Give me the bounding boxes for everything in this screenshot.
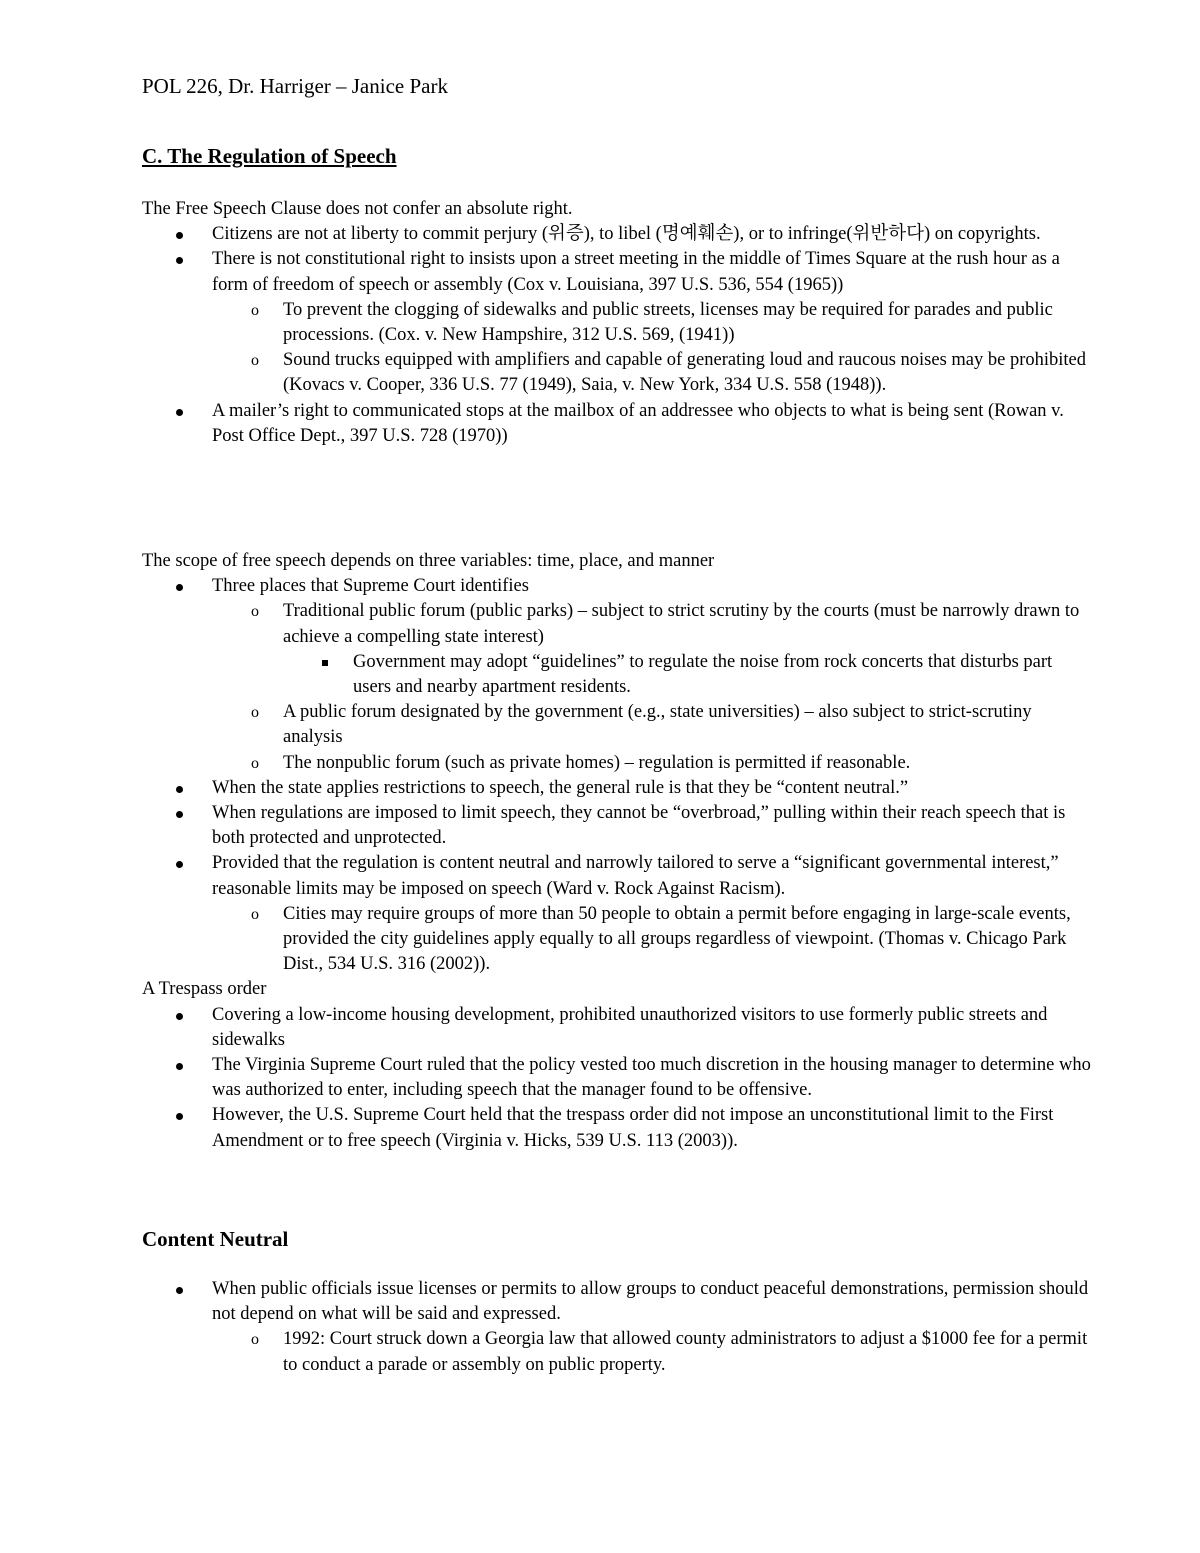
list-item xyxy=(142,1277,1092,1327)
sub-list-item xyxy=(142,1327,1092,1377)
list-item xyxy=(142,801,1092,851)
list-item xyxy=(142,776,1092,801)
list-item xyxy=(142,574,1092,599)
bullet-circle-icon: o xyxy=(251,352,259,370)
paragraph-intro: A Trespass order xyxy=(142,979,267,1000)
list-item xyxy=(142,222,1092,247)
sub-list-item-text: Traditional public forum (public parks) – subject to strict scrutiny by the courts (must be narrowly drawn to achieve a compelling state interest) xyxy=(283,601,1080,647)
bullet-dot-icon xyxy=(176,232,183,239)
paragraph-intro: The scope of free speech depends on three variables: time, place, and manner xyxy=(142,551,715,571)
sub-list-item-text: The nonpublic forum (such as private homes) – regulation is permitted if reasonable. xyxy=(283,752,911,773)
sub-list-item-text: Sound trucks equipped with amplifiers and capable of generating loud and raucous noises may be prohibited (Kovacs v. Cooper, 336 U.S. 77 (1949), Saia, v. New York, 334 U.S. 558 (1948)). xyxy=(283,350,1086,396)
list-item xyxy=(142,1053,1092,1103)
time-place-manner-block xyxy=(142,549,1092,1154)
sub-list-item xyxy=(142,751,1092,776)
sub-list-item xyxy=(142,298,1092,348)
bullet-list xyxy=(142,574,1092,977)
bullet-dot-icon xyxy=(176,1113,183,1120)
list-item-text: When regulations are imposed to limit speech, they cannot be “overbroad,” pulling within their reach speech that is both protected and unprotected. xyxy=(212,803,1066,849)
bullet-circle-icon: o xyxy=(251,603,259,621)
sub-sub-list-item xyxy=(142,650,1092,700)
bullet-circle-icon: o xyxy=(251,1331,259,1349)
list-item-text: Provided that the regulation is content neutral and narrowly tailored to serve a “significant governmental interest,” reasonable limits may be imposed on speech (Ward v. Rock Against Racism). xyxy=(212,853,1059,899)
paragraph-intro: The Free Speech Clause does not confer an absolute right. xyxy=(142,199,573,219)
document-header: POL 226, Dr. Harriger – Janice Park xyxy=(142,74,448,98)
sub-list-item xyxy=(142,599,1092,649)
bullet-square-icon xyxy=(322,660,328,666)
free-speech-limits-block xyxy=(142,197,1092,449)
sub-sub-list-item-text: Government may adopt “guidelines” to regulate the noise from rock concerts that disturbs part users and nearby apartment residents. xyxy=(353,651,1053,698)
content-neutral-heading: Content Neutral xyxy=(142,1227,289,1251)
list-item xyxy=(142,1103,1092,1153)
list-item-text: Covering a low-income housing development, prohibited unauthorized visitors to use formerly public streets and sidewalks xyxy=(212,1004,1048,1050)
bullet-circle-icon: o xyxy=(251,905,259,923)
list-item-text: The Virginia Supreme Court ruled that the policy vested too much discretion in the housing manager to determine who was authorized to enter, including speech that the manager found to be offensive. xyxy=(212,1055,1091,1101)
sub-list-item-text: Cities may require groups of more than 50 people to obtain a permit before engaging in large-scale events, provided the city guidelines apply equally to all groups regardless of viewpoint. (Thomas v. Chicago Park Dist., 534 U.S. 316 (2002)). xyxy=(283,903,1071,975)
bullet-dot-icon xyxy=(176,1063,183,1070)
sub-list-item-text: 1992: Court struck down a Georgia law that allowed county administrators to adjust a $1000 fee for a permit to conduct a parade or assembly on public property. xyxy=(283,1329,1088,1375)
bullet-list xyxy=(142,222,1092,449)
bullet-dot-icon xyxy=(176,257,183,264)
list-item xyxy=(142,1003,1092,1053)
list-item-text: When the state applies restrictions to speech, the general rule is that they be “content neutral.” xyxy=(212,777,909,798)
bullet-circle-icon: o xyxy=(251,704,259,722)
bullet-dot-icon xyxy=(176,1013,183,1020)
section-title: C. The Regulation of Speech xyxy=(142,144,397,168)
bullet-list xyxy=(142,1003,1092,1154)
bullet-dot-icon xyxy=(176,1287,183,1294)
list-item xyxy=(142,851,1092,901)
bullet-dot-icon xyxy=(176,811,183,818)
list-item-text: A mailer’s right to communicated stops at the mailbox of an addressee who objects to what is being sent (Rowan v. Post Office Dept., 397 U.S. 728 (1970)) xyxy=(212,400,1064,446)
list-item-text: There is not constitutional right to insists upon a street meeting in the middle of Times Square at the rush hour as a form of freedom of speech or assembly (Cox v. Louisiana, 397 U.S. 536, 554 (1965)) xyxy=(212,249,1060,295)
content-neutral-block xyxy=(142,1277,1092,1378)
sub-list-item xyxy=(142,700,1092,750)
list-item xyxy=(142,399,1092,449)
bullet-dot-icon xyxy=(176,409,183,416)
sub-list-item xyxy=(142,902,1092,978)
sub-list-item-text: A public forum designated by the government (e.g., state universities) – also subject to strict-scrutiny analysis xyxy=(283,702,1032,748)
list-item-text: Citizens are not at liberty to commit perjury (위증), to libel (명예훼손), or to infringe(위반하다) on copyrights. xyxy=(212,224,1041,245)
bullet-circle-icon: o xyxy=(251,754,259,772)
bullet-circle-icon: o xyxy=(251,301,259,319)
sub-list-item-text: To prevent the clogging of sidewalks and public streets, licenses may be required for parades and public processions. (Cox. v. New Hampshire, 312 U.S. 569, (1941)) xyxy=(283,299,1053,346)
bullet-dot-icon xyxy=(176,861,183,868)
bullet-dot-icon xyxy=(176,786,183,793)
list-item-text: However, the U.S. Supreme Court held that the trespass order did not impose an unconstitutional limit to the First Amendment or to free speech (Virginia v. Hicks, 539 U.S. 113 (2003)). xyxy=(212,1105,1054,1151)
list-item xyxy=(142,247,1092,297)
sub-list-item xyxy=(142,348,1092,398)
list-item-text: Three places that Supreme Court identifies xyxy=(212,576,529,597)
bullet-list xyxy=(142,1277,1092,1378)
bullet-dot-icon xyxy=(176,584,183,591)
list-item-text: When public officials issue licenses or permits to allow groups to conduct peaceful demonstrations, permission should not depend on what will be said and expressed. xyxy=(212,1279,1089,1325)
